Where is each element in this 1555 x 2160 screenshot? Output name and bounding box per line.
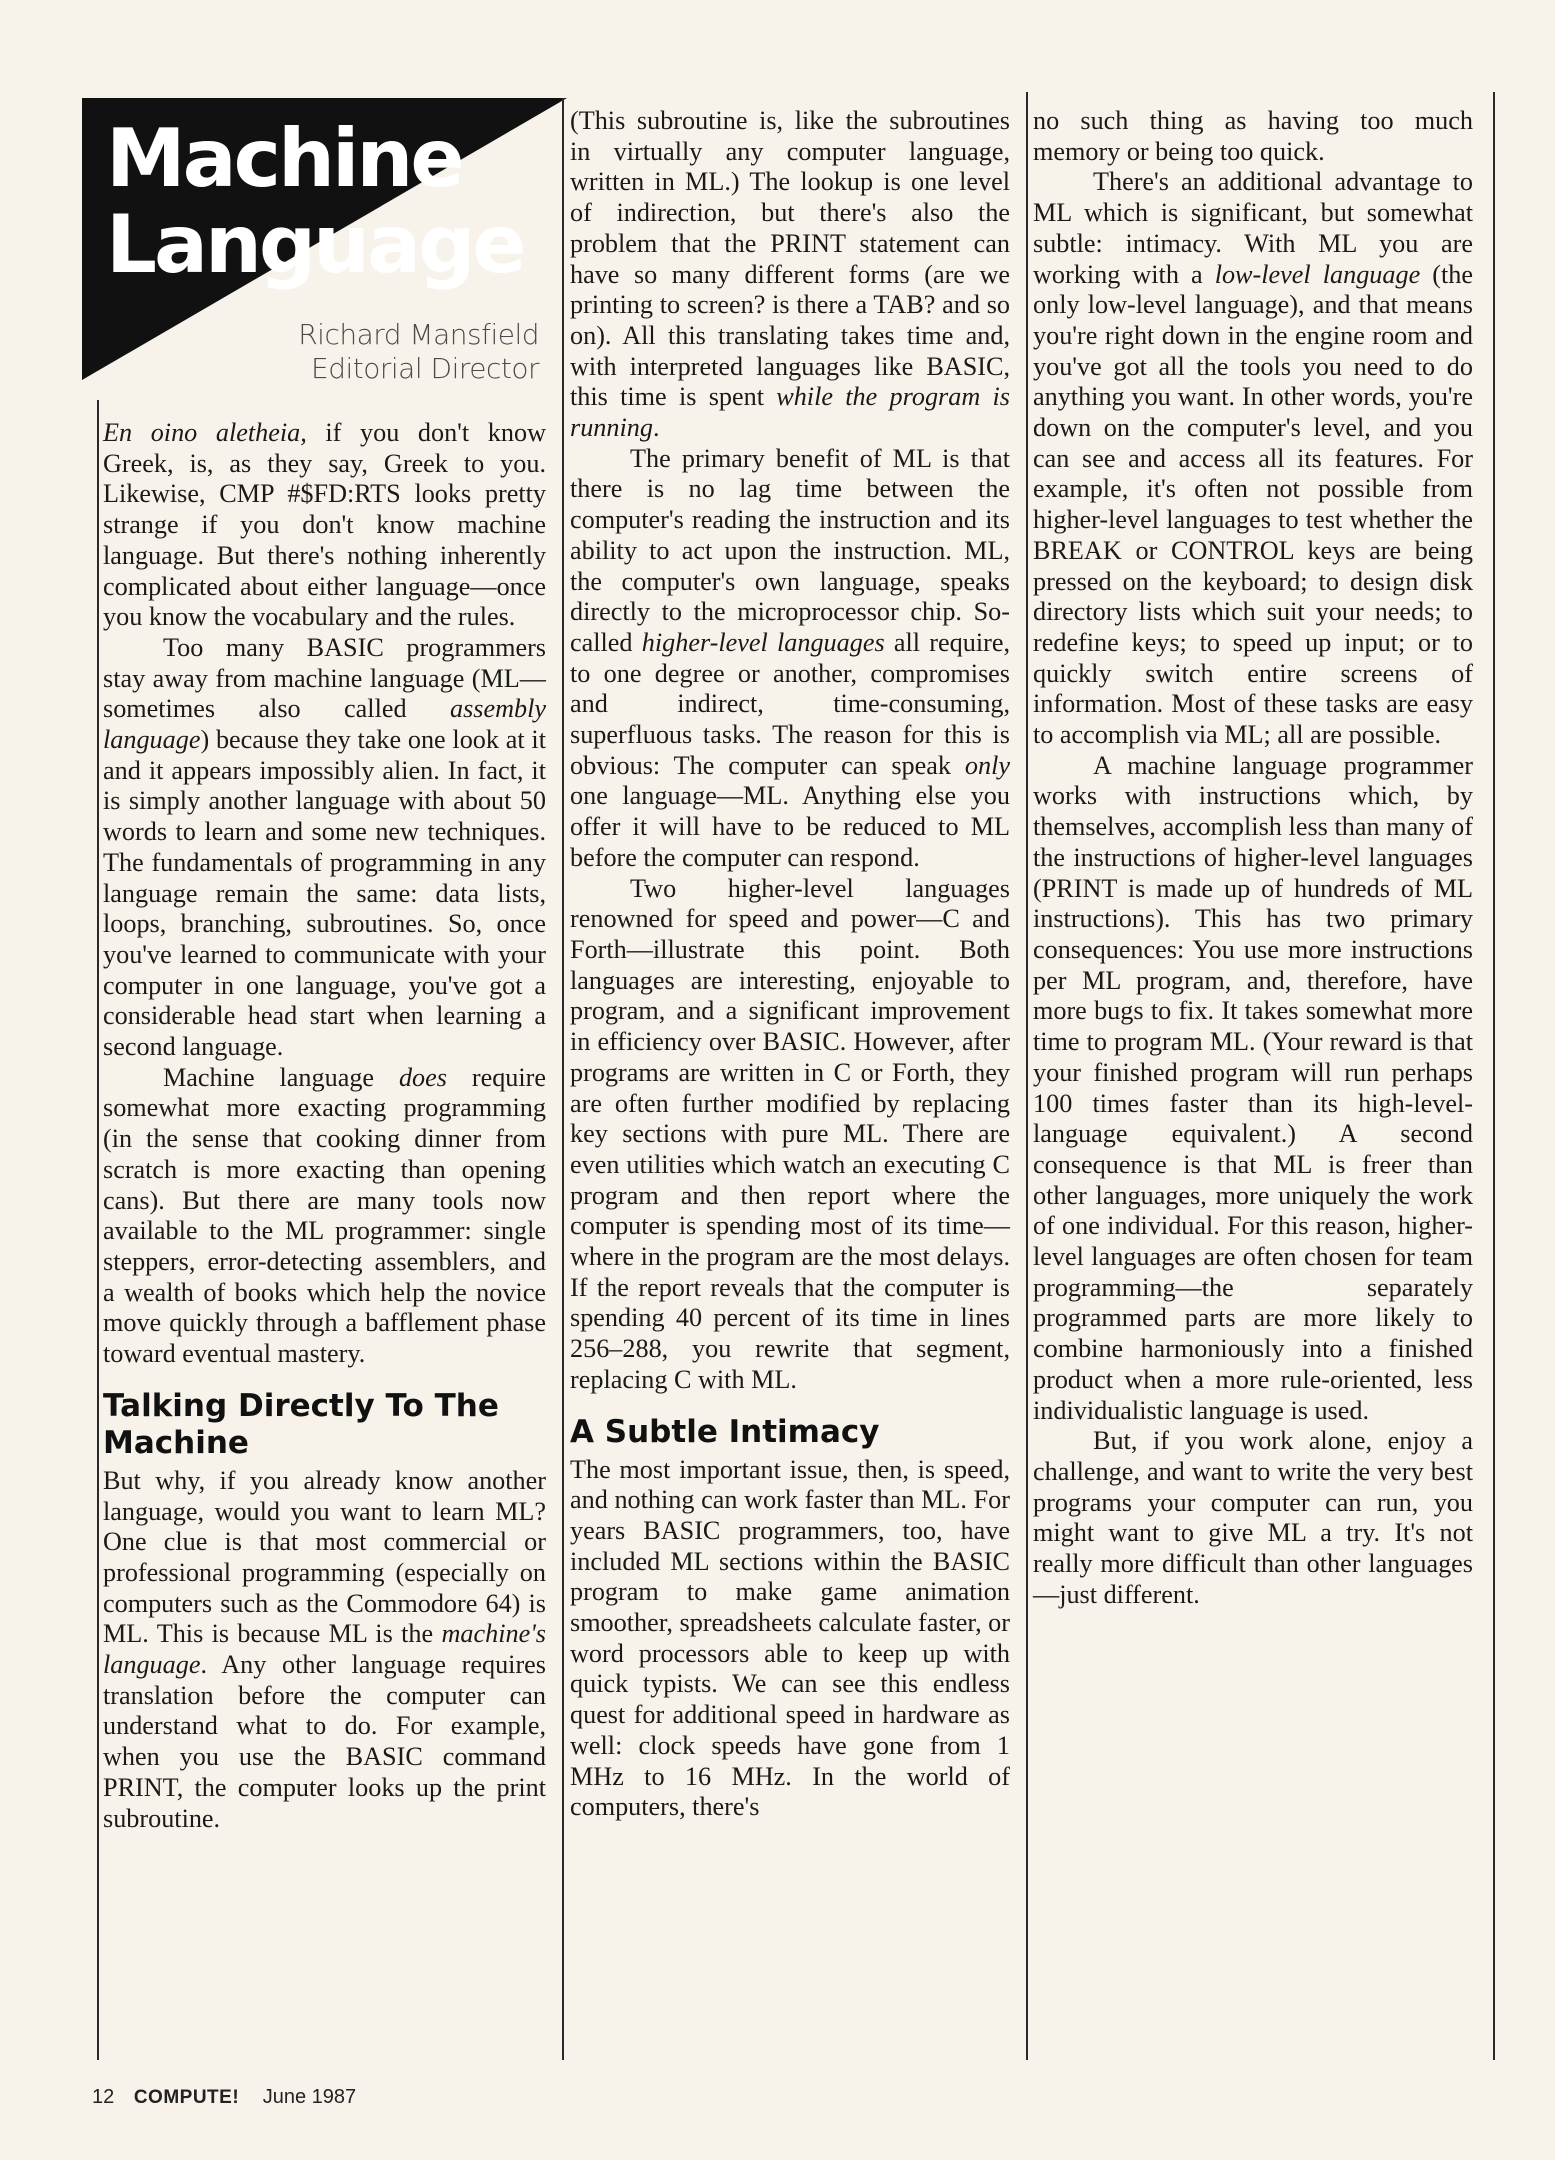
article-title — [106, 112, 524, 291]
column-rule-right — [1493, 92, 1495, 2060]
column-2 — [570, 106, 1010, 1823]
magazine-name: COMPUTE! — [133, 2087, 240, 2108]
column-rule-2 — [1026, 92, 1028, 2060]
section-heading: A Subtle Intimacy — [570, 1413, 880, 1450]
paragraph: En oino aletheia, if you don't know Greek, is, as they say, Greek to you. Likewise, CMP #$FD:RTS looks pretty strange if you don't know machine language. But there's nothing inherently complicated about either language—once you know the vocabulary and the rules. — [103, 418, 546, 632]
paragraph: The most important issue, then, is speed, and nothing can work faster than ML. For years BASIC programmers, too, have included ML sections within the BASIC program to make game animation smoother, spreadsheets calculate faster, or word processors able to keep up with quick typists. We can see this endless quest for additional speed in hardware as well: clock speeds have gone from 1 MHz to 16 MHz. In the world of computers, there's — [570, 1454, 1010, 1822]
paragraph: A machine language programmer works with instructions which, by themselves, accomplish less than many of the instructions of higher-level languages (PRINT is made up of hundreds of ML instructions). This has two primary consequences: You use more instructions per ML program, and, therefore, have more bugs to fix. It takes somewhat more time to program ML. (Your reward is that your finished program will run perhaps 100 times faster than its high-level-language equivalent.) A second consequence is that ML is freer than other languages, more uniquely the work of one individual. For this reason, higher-level languages are often chosen for team programming—the separately programmed parts are more likely to combine harmoniously into a finished product when a more rule-oriented, less individualistic language is used. — [1033, 750, 1473, 1425]
paragraph: But, if you work alone, enjoy a challenge, and want to write the very best programs your computer can run, you might want to give ML a try. It's not really more difficult than other languages—just different. — [1033, 1426, 1473, 1609]
paragraph: The primary benefit of ML is that there is no lag time between the computer's reading the instruction and its ability to act upon the instruction. ML, the computer's own language, speaks directly to the microprocessor chip. So-called higher-level languages all require, to one degree or another, compromises and indirect, time-consuming, superfluous tasks. The reason for this is obvious: The computer can speak only one language—ML. Anything else you offer it will have to be reduced to ML before the computer can respond. — [570, 443, 1011, 872]
author-name: Richard Mansfield — [298, 318, 539, 351]
column-rule-left — [97, 400, 99, 2060]
page-footer — [92, 2086, 356, 2109]
title-block — [82, 98, 567, 385]
paragraph: (This subroutine is, like the subroutines in virtually any computer language, written in ML.) The lookup is one level of indirection, but there's also the problem that the PRINT statement can have so many different forms (are we printing to screen? is there a TAB? and so on). All this translating takes time and, with interpreted languages like BASIC, this time is spent while the program is running. — [570, 106, 1010, 443]
column-rule-1 — [562, 98, 564, 2060]
byline — [298, 318, 539, 386]
author-role: Editorial Director — [311, 352, 539, 385]
section-heading: Talking Directly To The Machine — [103, 1387, 499, 1461]
paragraph: Machine language does require somewhat more exacting programming (in the sense that cooking dinner from scratch is more exacting than opening cans). But there are many tools now available to the ML programmer: single steppers, error-detecting assemblers, and a wealth of books which help the novice move quickly through a bafflement phase toward eventual mastery. — [103, 1062, 546, 1369]
paragraph: Two higher-level languages renowned for speed and power—C and Forth—illustrate this point. Both languages are interesting, enjoyable to program, and a significant improvement in efficiency over BASIC. However, after programs are written in C or Forth, they are often further modified by replacing key sections with pure ML. There are even utilities which watch an executing C program and then report where the computer is spending most of its time—where in the program are the most delays. If the report reveals that the computer is spending 40 percent of its time in lines 256–288, you rewrite that segment, replacing C with ML. — [570, 873, 1010, 1394]
column-3 — [1033, 106, 1473, 1610]
column-1 — [103, 418, 546, 1834]
paragraph: There's an additional advantage to ML which is significant, but somewhat subtle: intimacy. With ML you are working with a low-level language (the only low-level language), and that means you're right down in the engine room and you've got all the tools you need to do anything you want. In other words, you're down on the computer's level, and you can see and access all its features. For example, it's often not possible from higher-level languages to test whether the BREAK or CONTROL keys are being pressed on the keyboard; to design disk directory lists which suit your needs; to redefine keys; to speed up input; or to quickly switch entire screens of information. Most of these tasks are easy to accomplish via ML; all are possible. — [1033, 167, 1473, 750]
paragraph: But why, if you already know another language, would you want to learn ML? One clue is that most commercial or professional programming (especially on computers such as the Commodore 64) is ML. This is because ML is the machine's language. Any other language requires translation before the computer can understand what to do. For example, when you use the BASIC command PRINT, the computer looks up the print subroutine. — [103, 1465, 546, 1833]
title-line-1: Machine — [106, 112, 462, 205]
page-number: 12 — [92, 2086, 115, 2108]
paragraph: Too many BASIC programmers stay away from machine language (ML—sometimes also called assembly language) because they take one look at it and it appears impossibly alien. In fact, it is simply another language with about 50 words to learn and some new techniques. The fundamentals of programming in any language remain the same: data lists, loops, branching, subroutines. So, once you've learned to communicate with your computer in one language, you've got a considerable head start when learning a second language. — [103, 632, 546, 1062]
issue-date: June 1987 — [262, 2086, 357, 2108]
paragraph: no such thing as having too much memory or being too quick. — [1033, 106, 1473, 166]
title-line-2: Language — [106, 198, 524, 291]
